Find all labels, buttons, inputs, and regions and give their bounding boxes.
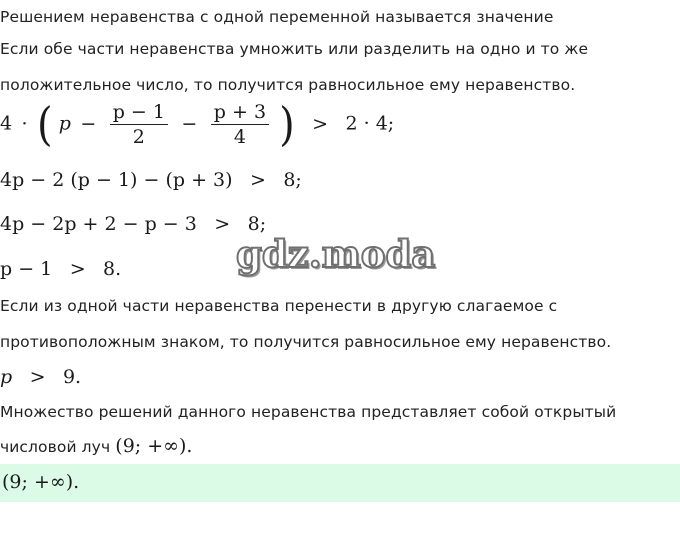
text-line-7-label: числовой луч <box>0 438 111 456</box>
eq1-fraction-2 <box>211 101 269 148</box>
text-line-3: положительное число, то получится равносильное ему неравенство. <box>0 76 576 94</box>
equation-5 <box>0 366 81 388</box>
eq5-relation: > <box>29 366 46 388</box>
eq2-relation: > <box>249 169 266 191</box>
text-line-7 <box>0 435 192 457</box>
eq3-lhs: 4p − 2p + 2 − p − 3 <box>0 213 197 235</box>
eq1-fraction-1-denominator: 2 <box>132 126 145 148</box>
text-line-5: противоположным знаком, то получится равносильное ему неравенство. <box>0 333 612 351</box>
eq4-lhs: p − 1 <box>0 258 53 280</box>
eq1-minus-1: − <box>80 112 97 135</box>
text-line-2: Если обе части неравенства умножить или разделить на одно и то же <box>0 40 589 58</box>
eq1-p: p <box>58 112 71 135</box>
watermark-logo: gdz.moda <box>236 232 436 276</box>
text-line-4: Если из одной части неравенства перенести в другую слагаемое с <box>0 297 558 315</box>
answer-interval: (9; +∞). <box>2 471 80 493</box>
eq1-factor: 4 <box>0 112 13 135</box>
eq1-fraction-2-denominator: 4 <box>233 126 246 148</box>
eq1-minus-2: − <box>181 112 198 135</box>
equation-3 <box>0 213 266 235</box>
eq3-relation: > <box>214 213 231 235</box>
equation-4 <box>0 258 121 280</box>
eq1-left-paren: ( <box>37 98 53 151</box>
eq1-fraction-1-numerator: p − 1 <box>110 101 168 125</box>
eq1-fraction-1 <box>110 101 168 148</box>
eq2-rhs: 8; <box>283 169 302 191</box>
eq1-fraction-2-numerator: p + 3 <box>211 101 269 125</box>
eq5-lhs: p <box>0 366 13 388</box>
eq1-relation: > <box>312 112 329 135</box>
eq1-rhs: 2 · 4; <box>345 112 395 135</box>
eq2-lhs: 4p − 2 (p − 1) − (p + 3) <box>0 169 233 191</box>
equation-1 <box>0 98 395 151</box>
answer-box <box>0 464 680 502</box>
eq1-right-paren: ) <box>279 98 295 151</box>
ray-interval: (9; +∞). <box>115 435 193 457</box>
equation-2 <box>0 169 302 191</box>
text-line-1: Решением неравенства с одной переменной называется значение <box>0 8 554 26</box>
eq3-rhs: 8; <box>247 213 267 235</box>
eq1-dot: · <box>21 112 28 135</box>
eq5-rhs: 9. <box>62 366 82 388</box>
eq4-relation: > <box>69 258 86 280</box>
text-line-6: Множество решений данного неравенства представляет собой открытый <box>0 403 617 421</box>
eq4-rhs: 8. <box>103 258 122 280</box>
